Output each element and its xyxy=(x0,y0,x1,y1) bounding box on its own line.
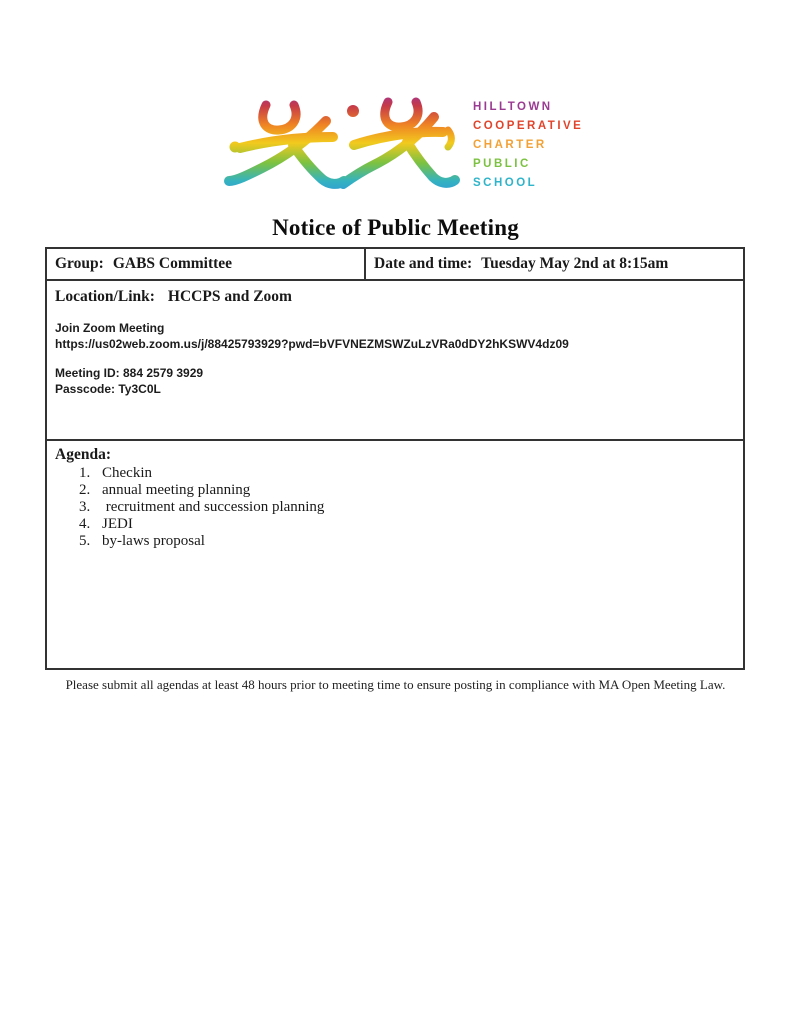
agenda-item-text: by-laws proposal xyxy=(102,533,205,549)
footer-note: Please submit all agendas at least 48 hours prior to meeting time to ensure posting in compliance with MA Open Meeting Law. xyxy=(65,677,726,692)
agenda-item-number: 5. xyxy=(79,533,91,549)
zoom-meeting-id: Meeting ID: 884 2579 3929 xyxy=(55,366,204,380)
agenda-item xyxy=(79,533,735,550)
agenda-item-text: JEDI xyxy=(102,516,133,532)
agenda-cell xyxy=(47,441,743,668)
school-wordmark-line: PUBLIC xyxy=(473,158,531,170)
agenda-item-text: annual meeting planning xyxy=(102,482,251,498)
school-wordmark-line: COOPERATIVE xyxy=(473,120,584,132)
datetime-value: Tuesday May 2nd at 8:15am xyxy=(481,255,669,272)
agenda-item-number: 3. xyxy=(79,499,91,515)
agenda-item xyxy=(79,482,735,499)
agenda-item-text: Checkin xyxy=(102,465,152,481)
zoom-details xyxy=(55,320,735,352)
school-wordmark-line: HILLTOWN xyxy=(473,101,553,113)
agenda-item xyxy=(79,499,735,516)
dancing-figures-icon xyxy=(218,90,463,196)
group-label: Group: xyxy=(55,255,104,272)
datetime-label: Date and time: xyxy=(374,255,473,272)
agenda-item-number: 1. xyxy=(79,465,91,481)
agenda-item-text: recruitment and succession planning xyxy=(102,499,325,515)
location-cell xyxy=(47,281,743,441)
school-wordmark-line: CHARTER xyxy=(473,139,547,151)
agenda-item xyxy=(79,516,735,533)
group-cell xyxy=(47,249,366,279)
datetime-cell xyxy=(366,249,743,279)
zoom-meeting-link[interactable]: https://us02web.zoom.us/j/88425793929?pwd=bVFVNEZMSWZuLzVRa0dDY2hKSWV4dz09 xyxy=(55,337,569,351)
agenda-label: Agenda: xyxy=(55,446,111,463)
location-value: HCCPS and Zoom xyxy=(167,288,292,305)
group-value: GABS Committee xyxy=(112,255,233,272)
school-wordmark xyxy=(473,90,583,193)
agenda-list xyxy=(79,465,735,550)
zoom-passcode: Passcode: Ty3C0L xyxy=(55,382,161,396)
location-line xyxy=(55,288,735,306)
agenda-item-number: 2. xyxy=(79,482,91,498)
page-title: Notice of Public Meeting xyxy=(272,215,519,240)
zoom-join-heading: Join Zoom Meeting xyxy=(55,321,165,335)
agenda-item xyxy=(79,465,735,482)
zoom-credentials xyxy=(55,365,735,397)
agenda-item-number: 4. xyxy=(79,516,91,532)
location-label: Location/Link: xyxy=(55,288,155,305)
meeting-table xyxy=(45,247,745,670)
school-wordmark-line: SCHOOL xyxy=(473,177,538,189)
table-header-row xyxy=(47,249,743,281)
school-logo xyxy=(218,90,583,196)
